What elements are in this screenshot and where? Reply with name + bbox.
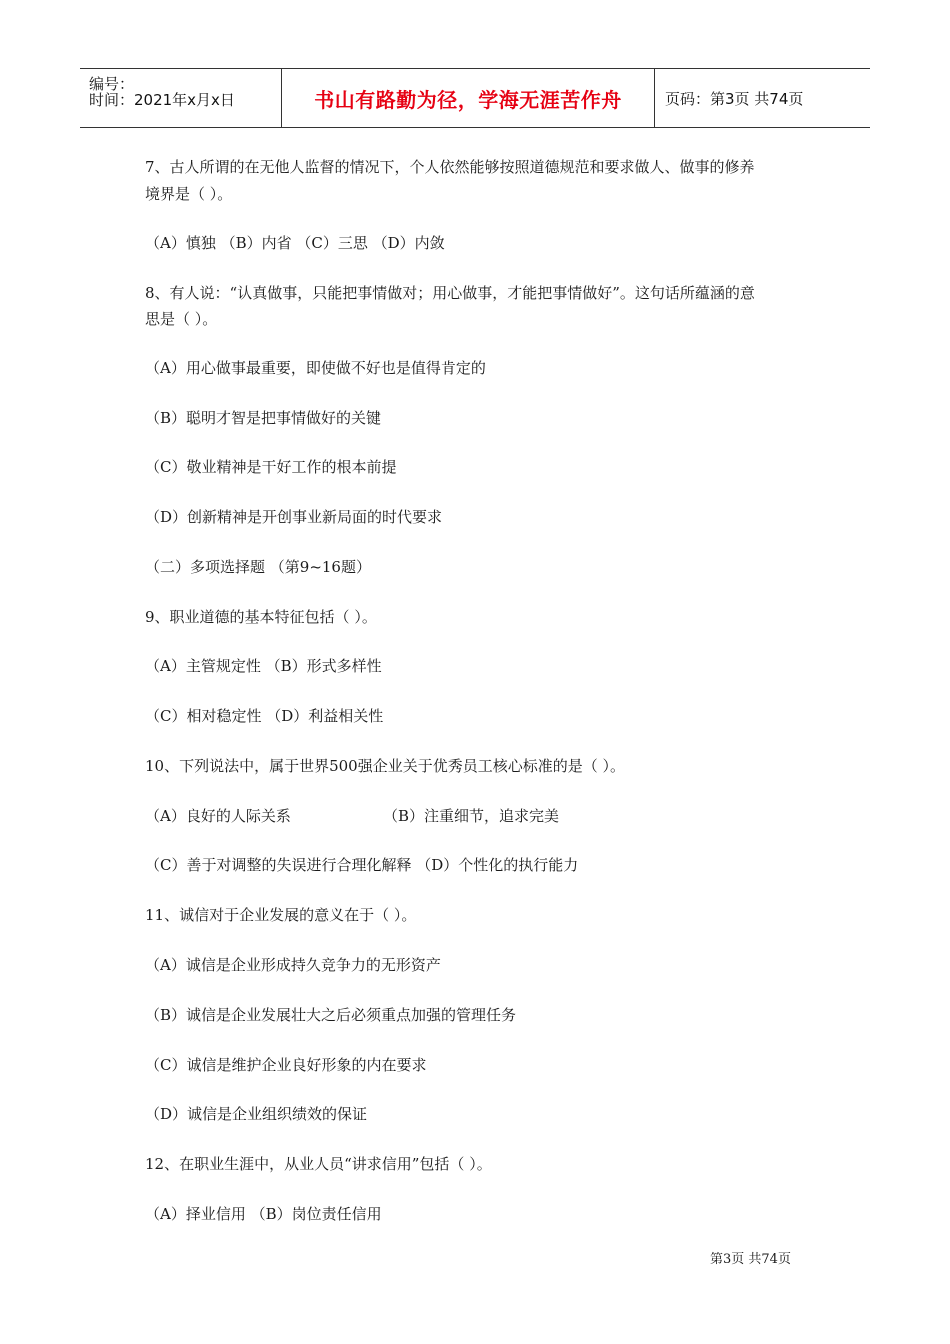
q10-option-a: （A）良好的人际关系 — [145, 807, 291, 825]
section-heading: （二）多项选择题 （第9~16题） — [145, 558, 371, 576]
q8-option-d: （D）创新精神是开创事业新局面的时代要求 — [145, 508, 443, 526]
q9-options-ab: （A）主管规定性 （B）形式多样性 — [145, 657, 382, 675]
header-page-cell — [655, 69, 870, 127]
q7-line1: 7、古人所谓的在无他人监督的情况下，个人依然能够按照道德规范和要求做人、做事的修养 — [145, 158, 755, 176]
q9: 9、职业道德的基本特征包括（ ）。 — [145, 608, 377, 626]
page-label: 页码：第3页 共74页 — [665, 89, 804, 108]
q12-options-ab: （A）择业信用 （B）岗位责任信用 — [145, 1205, 382, 1223]
q11-option-a: （A）诚信是企业形成持久竞争力的无形资产 — [145, 956, 441, 974]
header-motto-cell — [281, 69, 655, 127]
header-meta — [80, 69, 281, 127]
q8-option-c: （C）敬业精神是干好工作的根本前提 — [145, 458, 397, 476]
q8-line1: 8、有人说：“认真做事，只能把事情做对；用心做事，才能把事情做好”。这句话所蕴涵的意 — [145, 284, 755, 302]
q11-option-c: （C）诚信是维护企业良好形象的内在要求 — [145, 1056, 427, 1074]
q10-options-cd: （C）善于对调整的失误进行合理化解释 （D）个性化的执行能力 — [145, 856, 579, 874]
page-footer: 第3页 共74页 — [710, 1252, 791, 1267]
q7-options: （A）慎独 （B）内省 （C）三思 （D）内敛 — [145, 234, 445, 252]
time-label: 时间：2021年x月x日 — [89, 91, 235, 109]
q8-option-b: （B）聪明才智是把事情做好的关键 — [145, 409, 382, 427]
q10-option-b: （B）注重细节，追求完美 — [383, 807, 560, 825]
q12: 12、在职业生涯中，从业人员“讲求信用”包括（ ）。 — [145, 1155, 492, 1173]
q10: 10、下列说法中，属于世界500强企业关于优秀员工核心标准的是（ ）。 — [145, 757, 625, 775]
q11-option-d: （D）诚信是企业组织绩效的保证 — [145, 1105, 368, 1123]
q11-option-b: （B）诚信是企业发展壮大之后必须重点加强的管理任务 — [145, 1006, 517, 1024]
q8-option-a: （A）用心做事最重要，即使做不好也是值得肯定的 — [145, 359, 486, 377]
q8-line2: 思是（ ）。 — [145, 310, 218, 328]
motto: 书山有路勤为径，学海无涯苦作舟 — [314, 87, 622, 112]
serial-label: 编号： — [89, 75, 135, 93]
q11: 11、诚信对于企业发展的意义在于（ ）。 — [145, 906, 417, 924]
page-header — [80, 68, 870, 128]
q9-options-cd: （C）相对稳定性 （D）利益相关性 — [145, 707, 384, 725]
q7-line2: 境界是（ ）。 — [145, 185, 233, 203]
